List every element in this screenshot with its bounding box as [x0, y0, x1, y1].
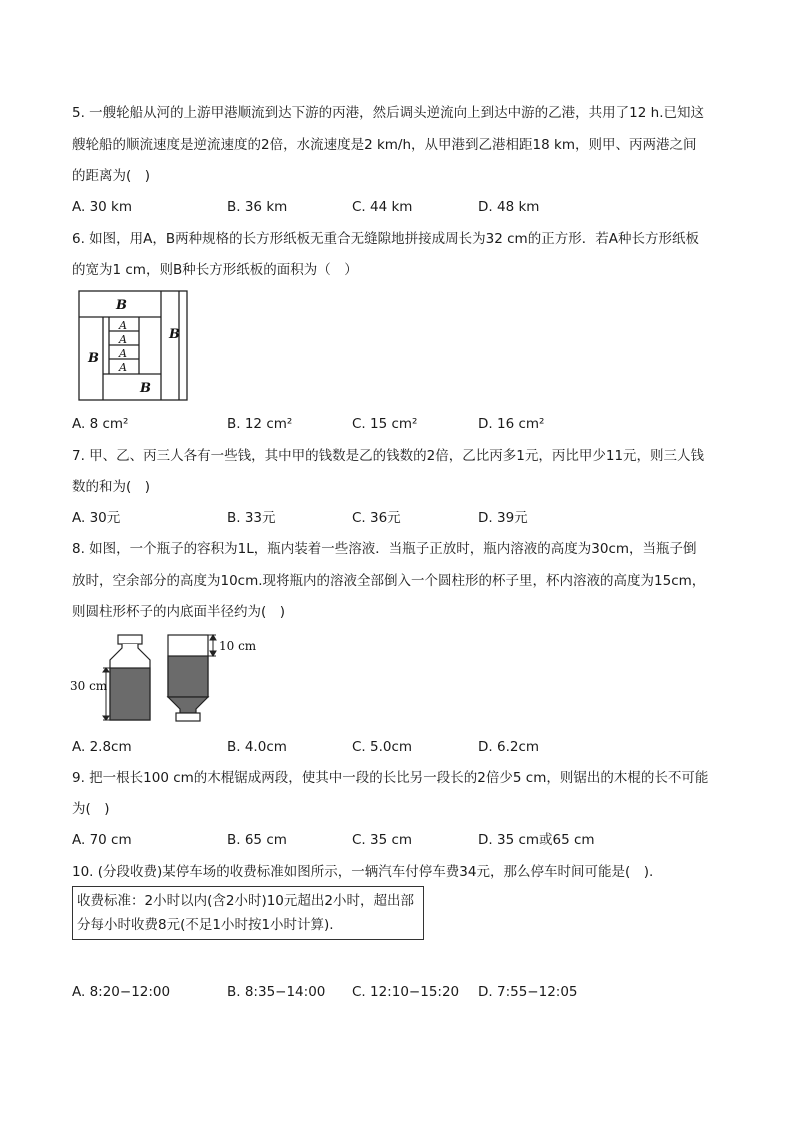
q6-option-d: D. 16 cm² [478, 416, 545, 432]
q7-option-b: B. 33元 [227, 510, 276, 526]
q7-option-a: A. 30元 [72, 510, 121, 526]
inverted-bottle [168, 635, 208, 721]
q5-line-3: 的距离为( ) [72, 168, 151, 184]
notice-line-2: 分每小时收费8元(不足1小时按1小时计算). [77, 917, 334, 933]
q10-option-a: A. 8:20−12:00 [72, 984, 171, 1000]
q5-option-a: A. 30 km [72, 199, 133, 215]
q6-figure-label-a-3: A [119, 347, 127, 360]
q8-option-a: A. 2.8cm [72, 739, 132, 755]
q7-option-d: D. 39元 [478, 510, 528, 526]
q6-figure-label-a-4: A [119, 361, 127, 374]
q6-option-c: C. 15 cm² [352, 416, 418, 432]
q9-option-b: B. 65 cm [227, 832, 287, 848]
q8-option-b: B. 4.0cm [227, 739, 287, 755]
parking-fee-notice-box [72, 886, 424, 940]
q5-line-1: 5. 一艘轮船从河的上游甲港顺流到达下游的丙港，然后调头逆流向上到达中游的乙港，共用了12 h.已知这 [72, 105, 704, 121]
q6-line-2: 的宽为1 cm，则B种长方形纸板的面积为（ ） [72, 262, 358, 278]
q8-line-1: 8. 如图，一个瓶子的容积为1L，瓶内装着一些溶液．当瓶子正放时，瓶内溶液的高度为30cm，当瓶子倒 [72, 541, 697, 557]
q6-figure-label-b-right: B [169, 327, 180, 342]
q8-bottle-figure [70, 632, 270, 724]
q5-option-b: B. 36 km [227, 199, 288, 215]
q7-option-c: C. 36元 [352, 510, 401, 526]
q10-line-1: 10. (分段收费)某停车场的收费标准如图所示，一辆汽车付停车费34元，那么停车时间可能是( ). [72, 864, 654, 880]
q6-line-1: 6. 如图，用A，B两种规格的长方形纸板无重合无缝隙地拼接成周长为32 cm的正方形．若A种长方形纸板 [72, 231, 699, 247]
q6-figure-label-a-1: A [119, 319, 127, 332]
q9-line-1: 9. 把一根长100 cm的木棍锯成两段，使其中一段的长比另一段长的2倍少5 cm，则锯出的木棍的长不可能 [72, 770, 709, 786]
q6-rectangle-figure [78, 290, 188, 402]
q6-figure-label-b-top: B [116, 298, 127, 313]
q9-option-a: A. 70 cm [72, 832, 132, 848]
q6-option-b: B. 12 cm² [227, 416, 293, 432]
notice-line-1: 收费标准：2小时以内(含2小时)10元超出2小时，超出部 [77, 893, 414, 909]
q9-option-d: D. 35 cm或65 cm [478, 832, 595, 848]
q8-line-3: 则圆柱形杯子的内底面半径约为( ) [72, 604, 286, 620]
q6-figure-label-b-bottom: B [140, 381, 151, 396]
q8-option-c: C. 5.0cm [352, 739, 413, 755]
q10-option-b: B. 8:35−14:00 [227, 984, 326, 1000]
q10-option-d: D. 7:55−12:05 [478, 984, 578, 1000]
upright-bottle [110, 635, 150, 720]
q5-line-2: 艘轮船的顺流速度是逆流速度的2倍，水流速度是2 km/h，从甲港到乙港相距18 km，则甲、丙两港之间 [72, 137, 697, 153]
q6-option-a: A. 8 cm² [72, 416, 129, 432]
q8-option-d: D. 6.2cm [478, 739, 540, 755]
q9-option-c: C. 35 cm [352, 832, 413, 848]
q7-line-2: 数的和为( ) [72, 479, 151, 495]
q8-line-2: 放时，空余部分的高度为10cm.现将瓶内的溶液全部倒入一个圆柱形的杯子里，杯内溶液的高度为15cm， [72, 573, 706, 589]
q9-line-2: 为( ) [72, 801, 110, 817]
q7-line-1: 7. 甲、乙、丙三人各有一些钱，其中甲的钱数是乙的钱数的2倍，乙比丙多1元，丙比甲少11元，则三人钱 [72, 448, 705, 464]
q10-option-c: C. 12:10−15:20 [352, 984, 460, 1000]
q6-figure-label-b-left: B [88, 351, 99, 366]
q5-option-c: C. 44 km [352, 199, 413, 215]
q5-option-d: D. 48 km [478, 199, 540, 215]
q6-figure-label-a-2: A [119, 333, 127, 346]
q8-label-30cm: 30 cm [70, 679, 108, 693]
q8-label-10cm: 10 cm [219, 639, 257, 653]
